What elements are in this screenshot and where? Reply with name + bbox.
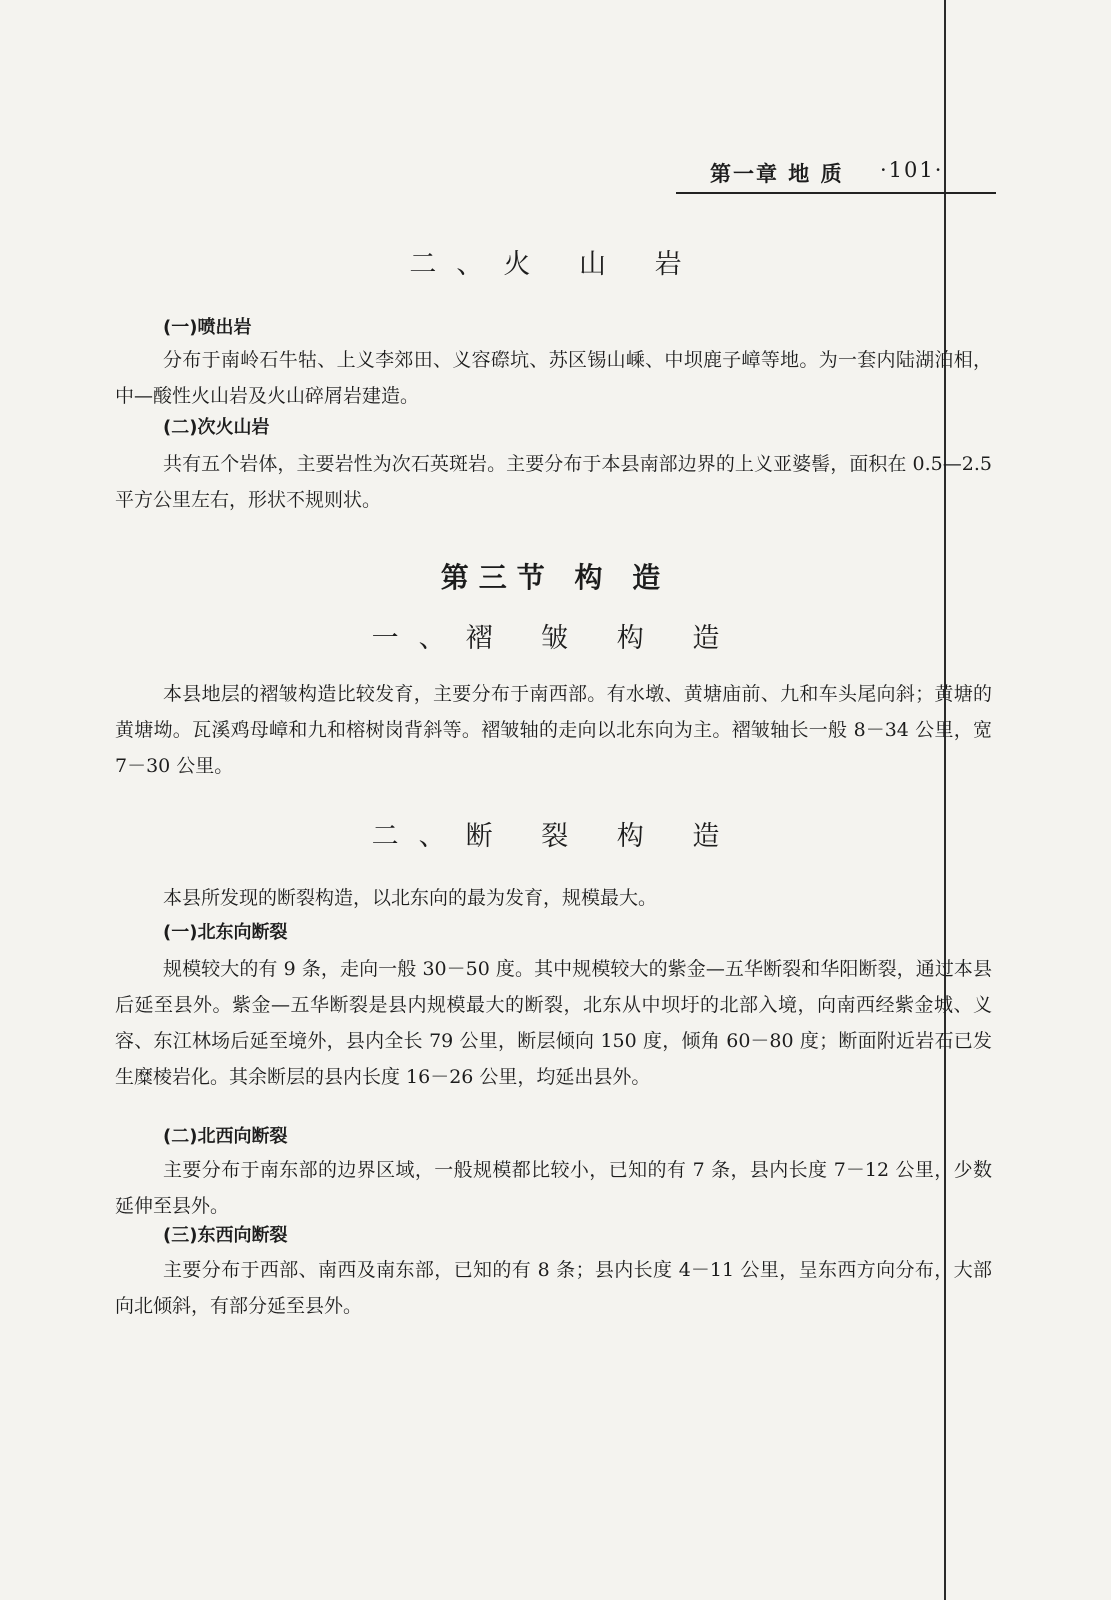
- paragraph-ew-fault: 主要分布于西部、南西及南东部，已知的有 8 条；县内长度 4－11 公里，呈东西方向分布，大部向北倾斜，有部分延至县外。: [115, 1259, 992, 1317]
- chapter-title: 第一章 地 质: [710, 162, 844, 186]
- paragraph-subvolcanic: 共有五个岩体，主要岩性为次石英斑岩。主要分布于本县南部边界的上义亚婆髻，面积在 0.5—2.5 平方公里左右，形状不规则状。: [115, 453, 992, 511]
- paragraph-nw-fault: 主要分布于南东部的边界区域，一般规模都比较小，已知的有 7 条，县内长度 7－12 公里，少数延伸至县外。: [115, 1159, 992, 1217]
- subheading-subvolcanic: (二)次火山岩: [163, 417, 270, 438]
- section-title-structure: 第三节 构 造: [440, 561, 671, 594]
- subheading-ew-fault: (三)东西向断裂: [163, 1225, 288, 1246]
- subheading-extrusive: (一)喷出岩: [163, 317, 252, 338]
- paragraph-ne-fault: 规模较大的有 9 条，走向一般 30－50 度。其中规模较大的紫金—五华断裂和华阳断裂，通过本县后延至县外。紫金—五华断裂是县内规模最大的断裂，北东从中坝圩的北部入境，向南西经紫金城、义容、东江林场后延至境外，县内全长 79 公里，断层倾向 150 度，倾角 60－80 度；断面附近岩石已发生糜棱岩化。其余断层的县内长度 16－26 公里，均延出县外。: [115, 958, 992, 1088]
- section-title-fault: 二、断 裂 构 造: [371, 821, 740, 852]
- page-binding-line: [944, 0, 946, 1600]
- paragraph-fold: 本县地层的褶皱构造比较发育，主要分布于南西部。有水墩、黄塘庙前、九和车头尾向斜；黄塘的黄塘坳。瓦溪鸡母嶂和九和榕树岗背斜等。褶皱轴的走向以北东向为主。褶皱轴长一般 8－34 公里，宽 7－30 公里。: [115, 683, 992, 777]
- paragraph-extrusive: 分布于南岭石牛牯、上义李郊田、义容磜坑、苏区锡山嵊、中坝鹿子嶂等地。为一套内陆湖泊相，中—酸性火山岩及火山碎屑岩建造。: [115, 349, 992, 407]
- page-number: ·101·: [880, 158, 944, 182]
- header-rule: [676, 192, 996, 194]
- paragraph-fault-intro: 本县所发现的断裂构造，以北东向的最为发育，规模最大。: [163, 887, 658, 909]
- section-title-fold: 一、褶 皱 构 造: [371, 623, 740, 654]
- section-title-volcanic: 二、火 山 岩: [409, 249, 702, 280]
- subheading-nw-fault: (二)北西向断裂: [163, 1126, 288, 1147]
- subheading-ne-fault: (一)北东向断裂: [163, 922, 288, 943]
